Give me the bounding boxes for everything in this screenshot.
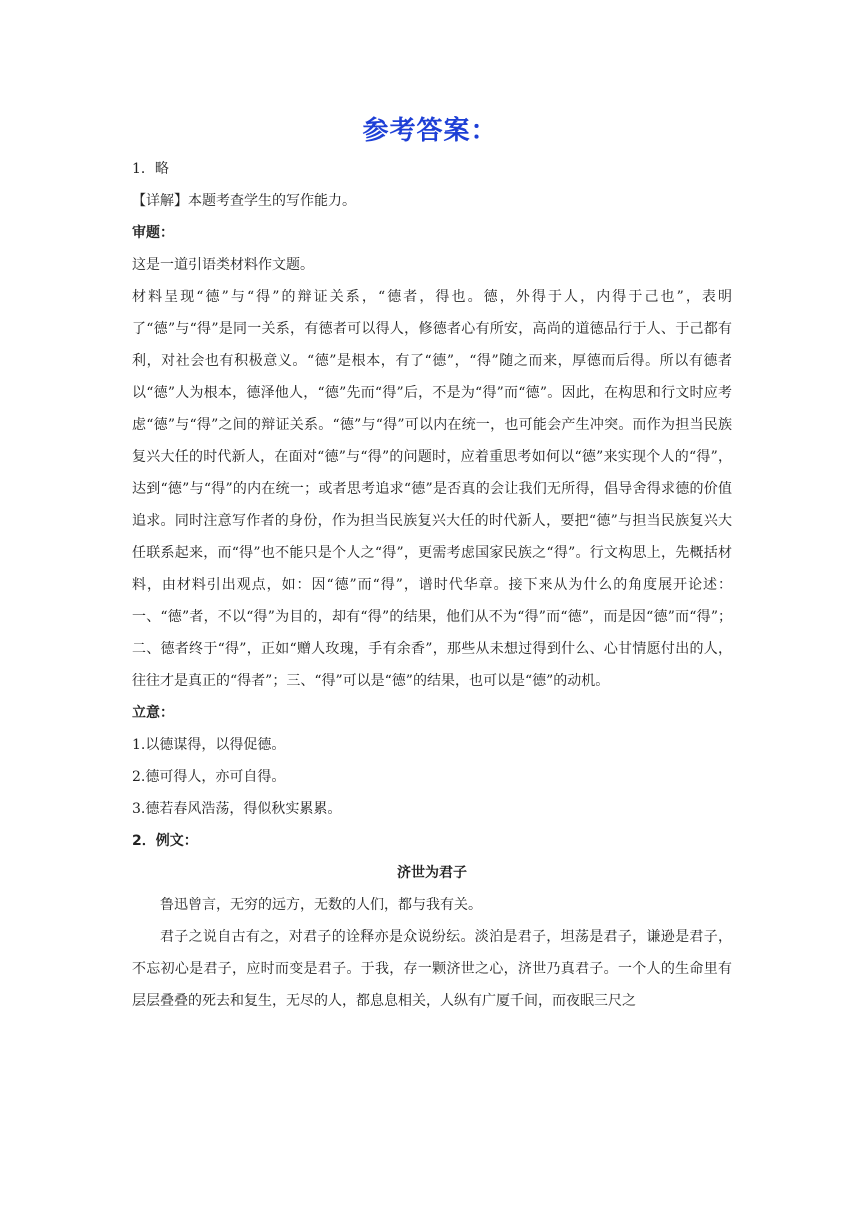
detail-line: 【详解】本题考查学生的写作能力。 xyxy=(132,193,356,209)
answer-content xyxy=(132,153,732,1017)
liyi-item: 1.以德谋得，以得促德。 xyxy=(132,737,286,753)
liyi-item: 2.德可得人，亦可自得。 xyxy=(132,769,286,785)
shenti-intro: 这是一道引语类材料作文题。 xyxy=(132,257,314,273)
essay-title: 济世为君子 xyxy=(397,865,467,881)
question-1-number: 1．略 xyxy=(132,161,169,177)
question-2-label: 2．例文： xyxy=(132,833,198,849)
liyi-heading: 立意： xyxy=(132,705,174,721)
essay-paragraph-1: 鲁迅曾言，无穷的远方，无数的人们，都与我有关。 xyxy=(160,897,482,913)
essay-paragraph-2: 君子之说自古有之，对君子的诠释亦是众说纷纭。淡泊是君子，坦荡是君子，谦逊是君子，不忘初心是君子，应时而变是君子。于我，存一颗济世之心，济世乃真君子。一个人的生命里有层层叠叠的死去和复生，无尽的人，都息息相关，人纵有广厦千间，而夜眠三尺之 xyxy=(132,929,732,1009)
page-title: 参考答案： xyxy=(362,116,498,146)
shenti-heading: 审题： xyxy=(132,225,174,241)
liyi-item: 3.德若春风浩荡，得似秋实累累。 xyxy=(132,801,342,817)
shenti-body: 材料呈现“德”与“得”的辩证关系，“德者，得也。德，外得于人，内得于己也”，表明了“德”与“得”是同一关系，有德者可以得人，修德者心有所安，高尚的道德品行于人、于己都有利，对社会也有积极意义。“德”是根本，有了“德”，“得”随之而来，厚德而后得。所以有德者以“德”人为根本，德泽他人，“德”先而“得”后，不是为“得”而“德”。因此，在构思和行文时应考虑“德”与“得”之间的辩证关系。“德”与“得”可以内在统一，也可能会产生冲突。而作为担当民族复兴大任的时代新人，在面对“德”与“得”的问题时，应着重思考如何以“德”来实现个人的“得”，达到“德”与“得”的内在统一；或者思考追求“德”是否真的会让我们无所得，倡导舍得求德的价值追求。同时注意写作者的身份，作为担当民族复兴大任的时代新人，要把“德”与担当民族复兴大任联系起来，而“得”也不能只是个人之“得”，更需考虑国家民族之“得”。行文构思上，先概括材料，由材料引出观点，如：因“德”而“得”，谱时代华章。接下来从为什么的角度展开论述：一、“德”者，不以“得”为目的，却有“得”的结果，他们从不为“得”而“德”，而是因“德”而“得”；二、德者终于“得”，正如“赠人玫瑰，手有余香”，那些从未想过得到什么、心甘情愿付出的人，往往才是真正的“得者”；三、“得”可以是“德”的结果，也可以是“德”的动机。 xyxy=(132,289,732,689)
